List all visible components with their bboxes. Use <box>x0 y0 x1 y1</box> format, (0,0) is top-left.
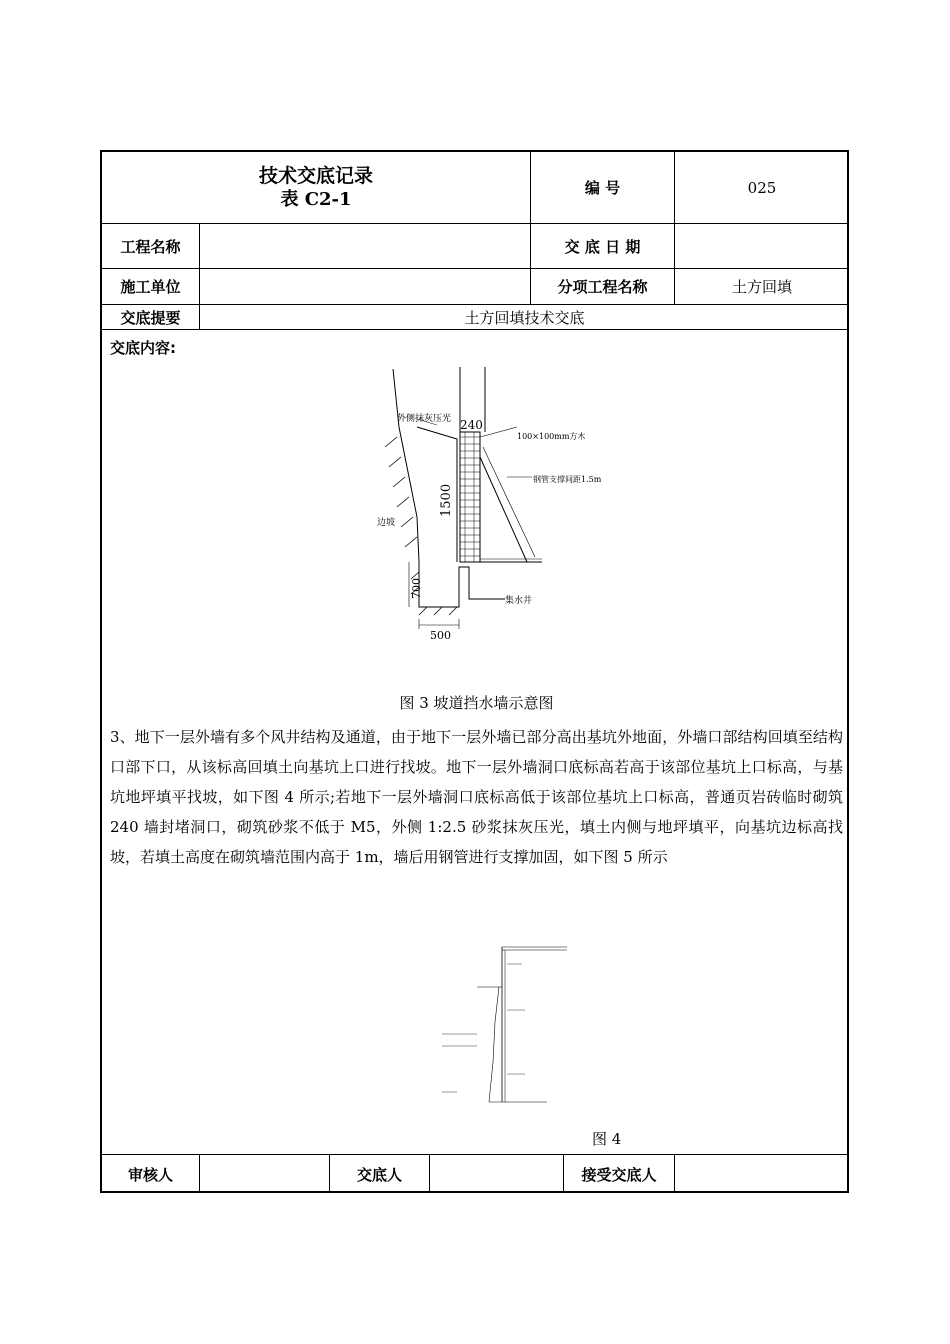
figure3-retaining-wall-diagram <box>357 367 602 642</box>
dim-700: 700 <box>410 578 423 599</box>
unit-label: 施工单位 <box>120 278 181 296</box>
label-steel-pipe: 钢管支撑间距1.5m <box>533 475 602 484</box>
date-label: 交 底 日 期 <box>564 237 641 256</box>
project-name-label: 工程名称 <box>120 237 181 256</box>
brick-wall <box>460 432 480 562</box>
figure4-backfill-diagram <box>437 942 567 1112</box>
form-title-line2: 表 C2-1 <box>280 188 352 210</box>
content-paragraph: 3、地下一层外墙有多个风井结构及通道，由于地下一层外墙已部分高出基坑外地面，外墙口部结构回填至结构口部下口，从该标高回填土向基坑上口进行找坡。地下一层外墙洞口底标高若高于该部位基坑上口标高，与基坑地坪填平找坡，如下图 4 所示;若地下一层外墙洞口底标高低于该部位基坑上口标高，普通页岩砖临时砌筑 240 墙封堵洞口，砌筑砂浆不低于 M5，外侧 1:2.5 砂浆抹灰压光，填土内侧与地坪填平，向基坑边标高找坡，若填土高度在砌筑墙范围内高于 1m，墙后用钢管进行支撑加固，如下图 5 所示 <box>110 728 843 866</box>
number-value: 025 <box>747 178 777 197</box>
receiver-label: 接受交底人 <box>581 1165 657 1184</box>
number-label: 编 号 <box>584 179 621 197</box>
summary-label: 交底提要 <box>120 308 181 327</box>
technical-disclosure-form <box>100 150 849 1193</box>
project-name-value <box>200 224 530 268</box>
dim-500: 500 <box>430 629 451 642</box>
reviewer-value <box>200 1155 329 1193</box>
label-outer-plaster: 外侧抹灰压光 <box>397 414 452 424</box>
receiver-value <box>675 1155 849 1193</box>
label-timber: 100×100mm方木 <box>517 432 586 441</box>
label-sump: 集水井 <box>505 596 533 606</box>
unit-value <box>200 269 530 304</box>
reviewer-label: 审核人 <box>127 1165 173 1184</box>
form-title-line1: 技术交底记录 <box>258 164 373 187</box>
dim-1500: 1500 <box>439 483 454 517</box>
form-title <box>102 152 530 223</box>
figure4-caption: 图 4 <box>592 1130 622 1148</box>
date-value <box>675 224 849 268</box>
figure3-caption: 图 3 坡道挡水墙示意图 <box>399 694 554 712</box>
label-slope: 边坡 <box>377 518 396 528</box>
summary-value: 土方回填技术交底 <box>464 308 585 327</box>
content-label: 交底内容: <box>110 339 176 357</box>
presenter-value <box>430 1155 563 1193</box>
presenter-label: 交底人 <box>356 1165 402 1184</box>
dim-240: 240 <box>460 418 483 432</box>
subproject-label: 分项工程名称 <box>557 278 648 296</box>
rule-row3-bottom <box>102 329 849 330</box>
subproject-value: 土方回填 <box>731 278 792 296</box>
